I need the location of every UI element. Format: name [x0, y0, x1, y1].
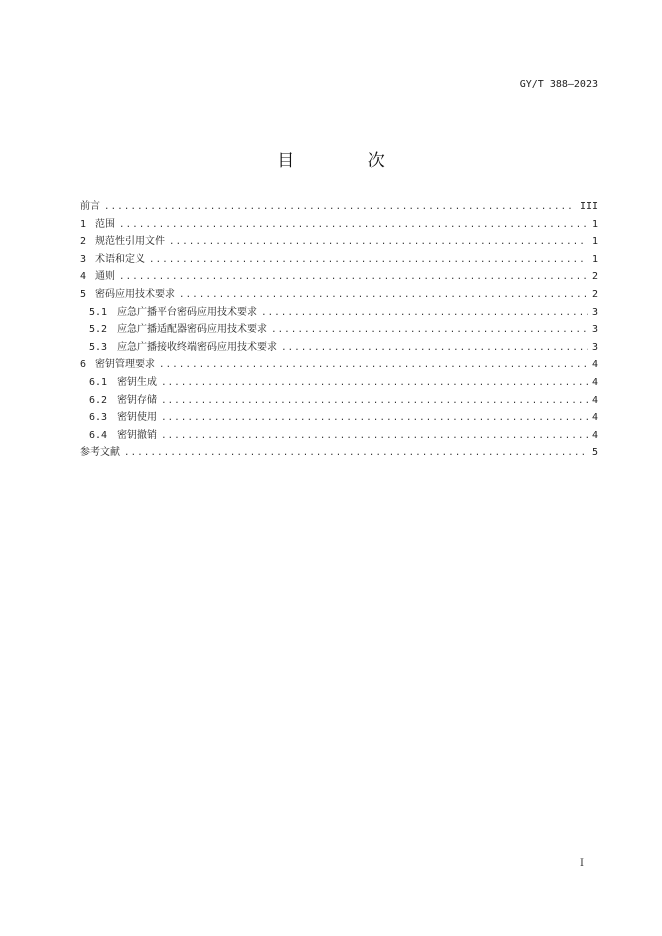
toc-entry[interactable]: [80, 356, 598, 374]
toc-entry-number: 6.3: [89, 412, 108, 424]
toc-entry-title: 规范性引用文件: [95, 236, 166, 248]
toc-entry-title: 密码应用技术要求: [95, 288, 176, 300]
toc-entry[interactable]: [80, 409, 598, 427]
toc-entry-page: 3: [591, 341, 598, 353]
toc-entry-number: 5.3: [89, 341, 108, 353]
toc-entry-page: 4: [591, 412, 598, 424]
toc-dot-leader: [159, 357, 588, 375]
toc-dot-leader: [281, 340, 588, 358]
toc-dot-leader: [161, 375, 588, 393]
toc-entry-title: 密钥管理要求: [95, 359, 156, 371]
toc-dot-leader: [161, 410, 588, 428]
toc-entry-page: 3: [591, 306, 598, 318]
toc-entry-page: III: [579, 201, 598, 212]
toc-dot-leader: [169, 234, 588, 252]
toc-entry-title: 参考文献: [80, 447, 120, 459]
toc-entry-title: 通则: [95, 271, 116, 283]
toc-entry-number: 6: [80, 359, 87, 371]
toc-entry-page: 1: [591, 218, 598, 230]
toc-dot-leader: [124, 445, 588, 463]
toc-entry[interactable]: [80, 374, 598, 392]
toc-entry-page: 4: [591, 376, 598, 388]
toc-entry-page: 4: [591, 429, 598, 441]
toc-entry-title: 应急广播接收终端密码应用技术要求: [117, 341, 278, 353]
toc-entry-number: 1: [80, 218, 87, 230]
toc-entry-page: 2: [591, 288, 598, 300]
page-number: I: [580, 858, 584, 869]
toc-entry-page: 1: [591, 236, 598, 248]
toc-entry[interactable]: [80, 198, 598, 216]
toc-dot-leader: [161, 428, 588, 446]
toc-entry[interactable]: [80, 321, 598, 339]
toc-entry-number: 2: [80, 236, 87, 248]
table-of-contents: [80, 198, 598, 462]
toc-entry[interactable]: [80, 392, 598, 410]
toc-entry[interactable]: [80, 427, 598, 445]
toc-dot-leader: [149, 252, 588, 270]
toc-entry-title: 范围: [95, 218, 116, 230]
toc-entry-title: 密钥使用: [117, 412, 158, 424]
toc-entry-number: 6.2: [89, 394, 108, 406]
toc-entry-number: 4: [80, 271, 87, 283]
toc-entry[interactable]: [80, 339, 598, 357]
toc-entry-number: 5: [80, 288, 87, 300]
toc-entry[interactable]: [80, 268, 598, 286]
toc-entry-title: 密钥存储: [117, 394, 158, 406]
toc-dot-leader: [261, 305, 588, 323]
toc-entry[interactable]: [80, 286, 598, 304]
toc-entry[interactable]: [80, 444, 598, 462]
toc-dot-leader: [119, 269, 588, 287]
toc-entry-page: 4: [591, 394, 598, 406]
toc-entry-title: 应急广播平台密码应用技术要求: [117, 306, 258, 318]
toc-entry-title: 应急广播适配器密码应用技术要求: [117, 324, 268, 336]
toc-entry-number: 5.2: [89, 324, 108, 336]
toc-entry-page: 1: [591, 253, 598, 265]
toc-entry-title: 术语和定义: [95, 253, 146, 265]
toc-entry-title: 密钥撤销: [117, 429, 158, 441]
toc-entry[interactable]: [80, 233, 598, 251]
toc-title: 目 次: [277, 151, 419, 171]
toc-entry-title: 密钥生成: [117, 376, 158, 388]
toc-entry-title: 前言: [80, 201, 100, 212]
toc-entry-number: 5.1: [89, 306, 108, 318]
toc-dot-leader: [119, 217, 588, 235]
toc-dot-leader: [104, 199, 576, 217]
toc-entry[interactable]: [80, 251, 598, 269]
standard-code: GY/T 388—2023: [519, 79, 598, 90]
toc-entry-number: 6.1: [89, 376, 108, 388]
toc-entry-number: 6.4: [89, 429, 108, 441]
toc-dot-leader: [161, 393, 588, 411]
toc-entry[interactable]: [80, 304, 598, 322]
toc-entry-number: 3: [80, 253, 87, 265]
toc-entry-page: 4: [591, 359, 598, 371]
toc-entry-page: 3: [591, 324, 598, 336]
toc-entry-page: 2: [591, 271, 598, 283]
toc-entry[interactable]: [80, 216, 598, 234]
toc-entry-page: 5: [591, 447, 598, 459]
toc-dot-leader: [271, 322, 588, 340]
toc-dot-leader: [179, 287, 588, 305]
